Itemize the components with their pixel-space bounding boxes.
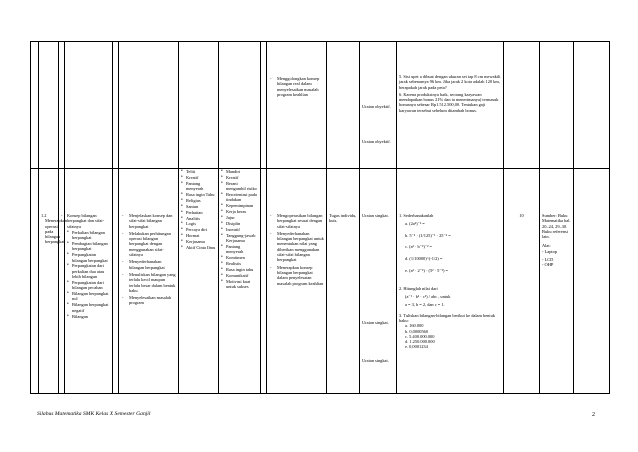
kewirausahaan-item: • Tanggung-jawab Kerjasama bbox=[221, 233, 258, 244]
karakter-cell bbox=[179, 169, 219, 394]
bentuk-instrumen: Uraian singkat. bbox=[362, 213, 389, 218]
kd-cell bbox=[39, 169, 67, 394]
soal-q1-item: b. 5⁻³ · (1/125)⁻¹ · 25⁻² = bbox=[405, 232, 451, 238]
kewirausahaan-item: • Kerja keras bbox=[221, 209, 258, 214]
contoh-soal-cell bbox=[397, 42, 504, 169]
kewirausahaan-item: • Rasa ingin tahu bbox=[221, 267, 258, 272]
cell-empty bbox=[31, 42, 39, 169]
alat-item: - OHP bbox=[542, 262, 554, 268]
kewirausahaan-item: • Jujur bbox=[221, 215, 258, 220]
dash-marker: - bbox=[61, 213, 63, 218]
soal-q3-item: b. 0,0000560 bbox=[405, 328, 429, 334]
contoh-soal-item: 6. Karena produksinya baik, seorang karyawan mendapatkan bonus 21% dan ia menerimanya) termasuk bonusnya sebesar Rp1.512.500,00. Tentukan gaji karyawan tersebut sebelum ditambah bonus. bbox=[399, 91, 499, 113]
penilaian-cell bbox=[267, 42, 327, 169]
table-row bbox=[31, 169, 610, 394]
cell-empty bbox=[574, 169, 610, 394]
karakter-item: • Pantang menyerah bbox=[181, 181, 216, 192]
karakter-item: • Analitis bbox=[181, 216, 216, 221]
kegiatan-item: - Menjelaskan konsep dan sifat-sifat bilangan berpangkat bbox=[121, 213, 176, 229]
soal-q2-expr: (a⁻¹ · b² · c³) / abc , untuk bbox=[405, 294, 451, 300]
bentuk-instrumen: Uraian singkat. bbox=[362, 357, 389, 363]
materi-item: • Perpangkatan bilangan berpangkat bbox=[67, 252, 110, 263]
indikator-cell bbox=[267, 169, 327, 394]
cell-empty bbox=[119, 42, 179, 169]
soal-q1-item: a. (2a²)⁻² = bbox=[405, 221, 425, 227]
alat-item: - LCD bbox=[542, 257, 554, 263]
soal-q3-item: c. 5.400.000.000 bbox=[405, 333, 435, 339]
bentuk-instrumen-cell bbox=[360, 169, 397, 394]
bentuk-instrumen-cell bbox=[360, 42, 397, 169]
soal-q1-title: 1. Sederhanakanlah bbox=[399, 213, 434, 218]
kewirausahaan-item: • Mandiri bbox=[221, 169, 258, 174]
karakter-item: • Percaya diri bbox=[181, 227, 216, 232]
kewirausahaan-item: • Realistis bbox=[221, 261, 258, 266]
soal-q3-title: 3. Tuliskan bilangan-bilangan berikut ke dalam bentuk baku: bbox=[399, 312, 495, 323]
materi-item: • Perpangkatan dari perkalian dua atau lebih bilangan bbox=[67, 263, 110, 279]
indikator-item: - Mengoperasikan bilangan berpangkat sesuai dengan sifat-sifatnya bbox=[269, 213, 324, 229]
page-number: 2 bbox=[592, 412, 595, 418]
soal-q3-item: e. 0,0001234 bbox=[405, 344, 428, 350]
alat-title: Alat: bbox=[542, 243, 551, 249]
cell-empty bbox=[179, 42, 219, 169]
bentuk-instrumen: Uraian obyektif. bbox=[362, 104, 391, 109]
cell-empty bbox=[219, 42, 261, 169]
kewirausahaan-cell bbox=[219, 169, 261, 394]
karakter-item: • Religius bbox=[181, 198, 216, 203]
karakter-item: • Teliti bbox=[181, 169, 216, 174]
karakter-item: • Kreatif bbox=[181, 175, 216, 180]
footer-title: Silabus Matematika SMK Kelas X Semester Ganjil bbox=[37, 411, 151, 417]
kewirausahaan-item: • Pantang menyerah bbox=[221, 244, 258, 255]
penilaian-item: - Menggolongkan konsep bilangan real dalam menyelesaikan masalah program keahlian bbox=[269, 76, 324, 97]
materi-item: • Bilangan berpangkat nol bbox=[67, 291, 110, 302]
soal-q1-item: c. (a² · b⁻³)⁻² = bbox=[405, 243, 433, 249]
cell-empty bbox=[504, 42, 540, 169]
karakter-item: • Rasa ingin Tahu bbox=[181, 192, 216, 197]
alat-item: - Laptop bbox=[542, 248, 557, 254]
karakter-item: • Kerjasama bbox=[181, 239, 216, 244]
materi-item: • Pembagian bilangan berpangkat bbox=[67, 241, 110, 252]
soal-q1-item: e. (a² · 2⁻³) · (5² · 5⁻³) = bbox=[405, 268, 448, 274]
indikator-item: - Menerapkan konsep bilangan berpangkat dalam penyelesaian masalah program keahlian bbox=[269, 265, 324, 286]
karakter-item: • Aktif Cinta Ilmu bbox=[181, 245, 216, 250]
kegiatan-cell bbox=[119, 169, 179, 394]
teknik-cell bbox=[327, 169, 360, 394]
sumber-belajar: Sumber: Buku Matematika hal. 20–24, 29–30. Buku referensi lain. bbox=[542, 213, 571, 240]
materi-item: • Perpangkatan dari bilangan pecahan bbox=[67, 280, 110, 291]
kegiatan-item: - Menyederhanakan bilangan berpangkat bbox=[121, 259, 176, 270]
cell-empty bbox=[65, 42, 113, 169]
kegiatan-item: - Menyelesaikan masalah program bbox=[121, 295, 176, 306]
materi-item: • Perkalian bilangan berpangkat bbox=[67, 230, 110, 241]
cell-empty bbox=[39, 42, 59, 169]
materi-item: • Bilangan berpangkat negatif bbox=[67, 302, 110, 313]
kd-text: Menerapkan operasi pada bilangan berpangkat bbox=[45, 218, 67, 245]
kewirausahaan-item: • Kepemimpinan bbox=[221, 203, 258, 208]
syllabus-table bbox=[30, 41, 610, 394]
karakter-item: • Perhatian bbox=[181, 210, 216, 215]
teknik-penilaian: Tugas individu, kuis. bbox=[329, 213, 357, 224]
karakter-item: • Logis bbox=[181, 221, 216, 226]
alokasi-waktu: 10 bbox=[519, 213, 524, 218]
bentuk-instrumen: Uraian obyektif. bbox=[362, 139, 391, 145]
kewirausahaan-item: • Berani mengambil risiko bbox=[221, 181, 258, 192]
bentuk-instrumen: Uraian singkat. bbox=[362, 320, 389, 326]
kewirausahaan-item: • Inovatif bbox=[221, 227, 258, 232]
alokasi-cell bbox=[504, 169, 540, 394]
cell-empty bbox=[31, 169, 39, 394]
kewirausahaan-item: • Disiplin bbox=[221, 221, 258, 226]
kewirausahaan-item: • Berorientasi pada tindakan bbox=[221, 192, 258, 203]
indikator-item: - Menyederhanakan bilangan berpangkat untuk menentukan nilai yang diberikan menggunakan sifat-sifat bilangan berpangkat bbox=[269, 231, 324, 263]
materi-item: Konsep bilangan berpangkat dan sifat-sifatnya bbox=[67, 213, 105, 229]
soal-q2-title: 2. Hitunglah nilai dari bbox=[399, 285, 438, 291]
materi-cell bbox=[65, 169, 113, 394]
soal-q1-item: d. (1/10000)^(-1/2) = bbox=[405, 256, 443, 262]
contoh-soal-item: 5. Sisi upet a dibuat dengan ukuran set iap 8 cm mewakili jarak sebenarnya 96 km. Jika jarak 2 kota adalah 120 km, berapakah jarak pada peta? bbox=[399, 74, 501, 90]
kewirausahaan-item: • Komunikatif bbox=[221, 273, 258, 278]
soal-q3-item: d. 1.250.000.000 bbox=[405, 339, 435, 345]
kewirausahaan-item: • Komitmen bbox=[221, 255, 258, 260]
kewirausahaan-item: • Kreatif bbox=[221, 175, 258, 180]
kewirausahaan-item: • Motivasi kuat untuk sukses bbox=[221, 279, 258, 290]
kegiatan-item: - Menuliskan bilangan yang terlalu kecil maupun terlalu besar dalam bentuk baku bbox=[121, 272, 176, 293]
kegiatan-item: - Melakukan perhitungan operasi bilangan berpangkat dengan menggunakan sifat-sifatnya bbox=[121, 231, 176, 257]
karakter-item: • Hormat bbox=[181, 233, 216, 238]
cell-empty bbox=[574, 42, 610, 169]
soal-cell bbox=[397, 169, 504, 394]
materi-item: • Bilangan bbox=[67, 314, 110, 319]
kd-number: 1.2 bbox=[41, 213, 47, 218]
cell-empty bbox=[327, 42, 360, 169]
table-row bbox=[31, 42, 610, 169]
soal-q2-cond: a = 3, b = 2, dan c = 1. bbox=[405, 302, 445, 308]
sumber-cell bbox=[540, 169, 574, 394]
cell-empty bbox=[540, 42, 574, 169]
soal-q3-item: a. 160.000 bbox=[405, 323, 424, 329]
karakter-item: • Santun bbox=[181, 204, 216, 209]
